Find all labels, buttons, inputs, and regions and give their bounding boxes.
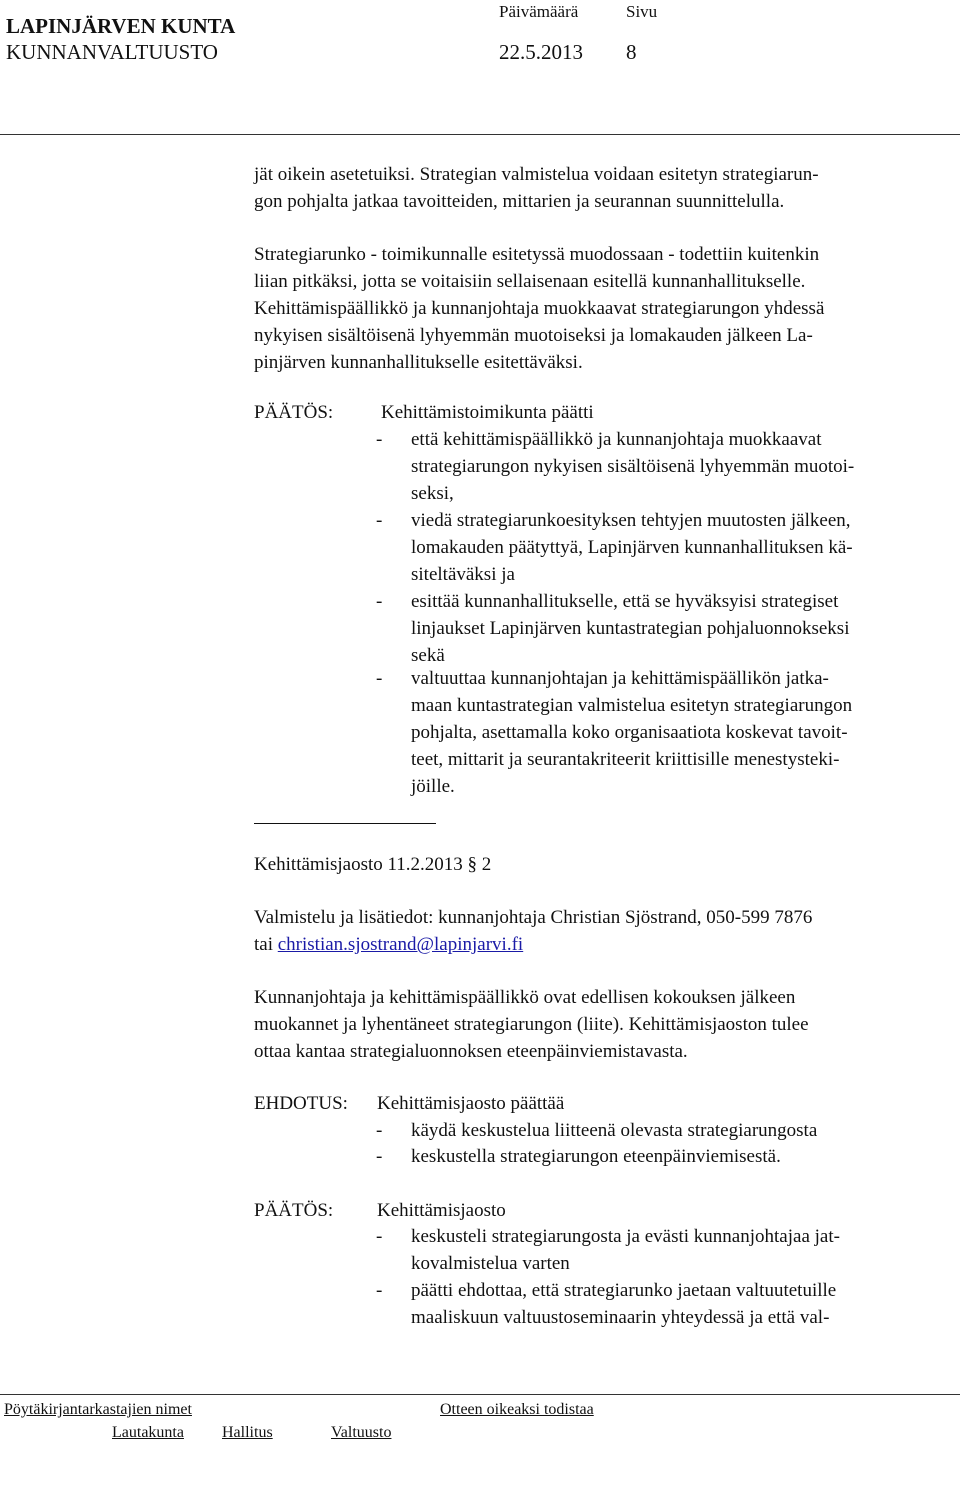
email-link[interactable]: christian.sjostrand@lapinjarvi.fi xyxy=(277,934,524,955)
text-line: maaliskuun valtuustoseminaarin yhteydessä ja että val- xyxy=(411,1307,830,1328)
background-paragraph xyxy=(254,984,954,1065)
footer-col-lautakunta: Lautakunta xyxy=(112,1424,184,1441)
text-line: lomakauden päätyttyä, Lapinjärven kunnanhallituksen kä- xyxy=(411,537,853,558)
section-divider xyxy=(254,823,436,824)
text-line xyxy=(254,931,954,958)
decision-item xyxy=(411,665,852,800)
organ-name: KUNNANVALTUUSTO xyxy=(6,40,218,64)
decision-label: PÄÄTÖS: xyxy=(254,1200,334,1221)
text-line: ottaa kantaa strategialuonnoksen eteenpäinviemistavasta. xyxy=(254,1041,688,1062)
text-line: jöille. xyxy=(411,776,455,797)
text-line: valtuuttaa kunnanjohtajan ja kehittämispäällikön jatka- xyxy=(411,668,829,689)
meeting-date: 22.5.2013 xyxy=(499,40,583,64)
text-line: pinjärven kunnanhallitukselle esitettäväksi. xyxy=(254,352,583,373)
decision-item xyxy=(411,1223,840,1277)
proposal-item: käydä keskustelua liitteenä olevasta strategiarungosta xyxy=(411,1120,818,1141)
text-line: maan kuntastrategian valmistelua esitetyn strategiarungon xyxy=(411,695,853,716)
list-bullet: - xyxy=(376,429,383,450)
minutes-checkers-label: Pöytäkirjantarkastajien nimet xyxy=(4,1401,192,1418)
section-reference: Kehittämisjaosto 11.2.2013 § 2 xyxy=(254,854,492,875)
list-bullet: - xyxy=(376,1120,383,1141)
decision-item xyxy=(411,426,854,507)
text-line: muokannet ja lyhentäneet strategiarungon (liite). Kehittämisjaoston tulee xyxy=(254,1014,809,1035)
text-line: että kehittämispäällikkö ja kunnanjohtaja muokkaavat xyxy=(411,429,822,450)
text-line: Valmistelu ja lisätiedot: kunnanjohtaja Christian Sjöstrand, 050-599 7876 xyxy=(254,907,813,928)
date-label: Päivämäärä xyxy=(499,2,579,21)
text-line: linjaukset Lapinjärven kuntastrategian pohjaluonnokseksi xyxy=(411,618,850,639)
list-bullet: - xyxy=(376,591,383,612)
preparation-info xyxy=(254,904,954,958)
text-line: päätti ehdottaa, että strategiarunko jaetaan valtuutetuille xyxy=(411,1280,837,1301)
intro-paragraph xyxy=(254,161,954,215)
text-line: siteltäväksi ja xyxy=(411,564,515,585)
footer-col-hallitus: Hallitus xyxy=(222,1424,273,1441)
decision-heading: Kehittämisjaosto xyxy=(377,1200,506,1221)
text-line: Strategiarunko - toimikunnalle esitetyssä muodossaan - todettiin kuitenkin xyxy=(254,244,820,265)
text-line: gon pohjalta jatkaa tavoitteiden, mittarien ja seurannan suunnittelulla. xyxy=(254,191,785,212)
footer-col-valtuusto: Valtuusto xyxy=(331,1424,392,1441)
text-line: pohjalta, asettamalla koko organisaatiota koskevat tavoit- xyxy=(411,722,848,743)
list-bullet: - xyxy=(376,1146,383,1167)
page-number: 8 xyxy=(626,40,637,64)
text-line: liian pitkäksi, jotta se voitaisiin sellaisenaan esitellä kunnanhallitukselle. xyxy=(254,271,806,292)
footer-divider xyxy=(0,1394,960,1395)
list-bullet: - xyxy=(376,1280,383,1301)
text-line: nykyisen sisältöisenä lyhyemmän muotoiseksi ja lomakauden jälkeen La- xyxy=(254,325,813,346)
extract-certification-label: Otteen oikeaksi todistaa xyxy=(440,1401,594,1418)
text-line: kovalmistelua varten xyxy=(411,1253,570,1274)
decision-item xyxy=(411,588,849,669)
decision-label: PÄÄTÖS: xyxy=(254,402,334,423)
text-line: Kunnanjohtaja ja kehittämispäällikkö ovat edellisen kokouksen jälkeen xyxy=(254,987,796,1008)
organization-name: LAPINJÄRVEN KUNTA xyxy=(6,14,236,38)
decision-heading: Kehittämistoimikunta päätti xyxy=(381,402,594,423)
list-bullet: - xyxy=(376,668,383,689)
text-line: strategiarungon nykyisen sisältöisenä lyhyemmän muotoi- xyxy=(411,456,855,477)
list-bullet: - xyxy=(376,510,383,531)
proposal-heading: Kehittämisjaosto päättää xyxy=(377,1093,565,1114)
text-line: sekä xyxy=(411,645,445,666)
text-line: teet, mittarit ja seurantakriteerit kriittisille menestysteki- xyxy=(411,749,840,770)
text-line: seksi, xyxy=(411,483,454,504)
text-line: Kehittämispäällikkö ja kunnanjohtaja muokkaavat strategiarungon yhdessä xyxy=(254,298,825,319)
text-line: esittää kunnanhallitukselle, että se hyväksyisi strategiset xyxy=(411,591,839,612)
text-line: keskusteli strategiarungosta ja evästi kunnanjohtajaa jat- xyxy=(411,1226,840,1247)
decision-item xyxy=(411,1277,836,1331)
header-divider xyxy=(0,134,960,135)
decision-item xyxy=(411,507,853,588)
text-fragment: tai xyxy=(254,934,273,955)
page-label: Sivu xyxy=(626,2,658,21)
text-line: viedä strategiarunkoesityksen tehtyjen muutosten jälkeen, xyxy=(411,510,851,531)
proposal-label: EHDOTUS: xyxy=(254,1093,348,1114)
proposal-item: keskustella strategiarungon eteenpäinviemisestä. xyxy=(411,1146,781,1167)
list-bullet: - xyxy=(376,1226,383,1247)
text-line: jät oikein asetetuiksi. Strategian valmistelua voidaan esitetyn strategiarun- xyxy=(254,164,819,185)
strategy-paragraph xyxy=(254,241,954,376)
